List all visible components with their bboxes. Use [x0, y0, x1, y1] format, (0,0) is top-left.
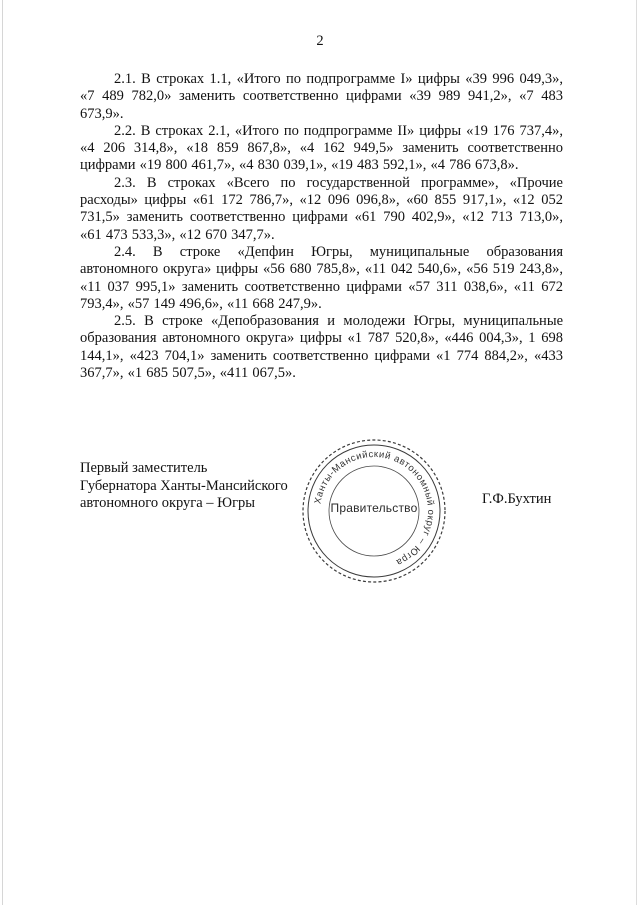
amendments-text	[80, 71, 563, 382]
paragraph-2-1: 2.1. В строках 1.1, «Итого по подпрограмме I» цифры «39 996 049,3», «7 489 782,0» заменить соответственно цифрами «39 989 941,2», «7 483 673,9».	[80, 71, 563, 122]
signatory-title	[80, 460, 310, 513]
signatory-title-line: Губернатора Ханты-Мансийского	[80, 477, 288, 494]
paragraph-2-3: 2.3. В строках «Всего по государственной программе», «Прочие расходы» цифры «61 172 786,7», «12 096 096,8», «60 855 917,1», «12 052 731,5» заменить соответственно цифрами «61 790 402,9», «12 713 713,0», «61 473 533,3», «12 670 347,7».	[80, 174, 563, 243]
signatory-title-line: Первый заместитель	[80, 460, 208, 476]
scan-edge-right	[636, 0, 637, 905]
paragraph-2-4: 2.4. В строке «Депфин Югры, муниципальные образования автономного округа» цифры «56 680 785,8», «11 042 540,6», «56 519 243,8», «11 037 995,1» заменить соответственно цифрами «57 311 038,6», «11 672 793,4», «57 149 496,6», «11 668 247,9».	[80, 243, 563, 312]
page-number: 2	[316, 33, 324, 49]
paragraph-2-5: 2.5. В строке «Депобразования и молодежи Югры, муниципальные образования автономного округа» цифры «1 787 520,8», «446 004,3», 1 698 144,1», «423 704,1» заменить соответственно цифрами «1 774 884,2», «433 367,7», «1 685 507,5», «411 067,5».	[80, 313, 563, 382]
paragraph-2-2: 2.2. В строках 2.1, «Итого по подпрограмме II» цифры «19 176 737,4», «4 206 314,8», «18 859 867,8», «4 162 949,5» заменить соответственно цифрами «19 800 461,7», «4 830 039,1», «19 483 592,1», «4 786 673,8».	[80, 122, 563, 174]
seal-ring-text: Ханты-Мансийский автономный округ – Югра	[312, 448, 437, 568]
signatory-title-line: автономного округа – Югры	[80, 495, 256, 511]
scan-edge-left	[2, 0, 3, 905]
seal-center-text: Правительство	[330, 501, 418, 515]
official-seal	[301, 438, 447, 584]
signatory-name: Г.Ф.Бухтин	[482, 491, 552, 507]
